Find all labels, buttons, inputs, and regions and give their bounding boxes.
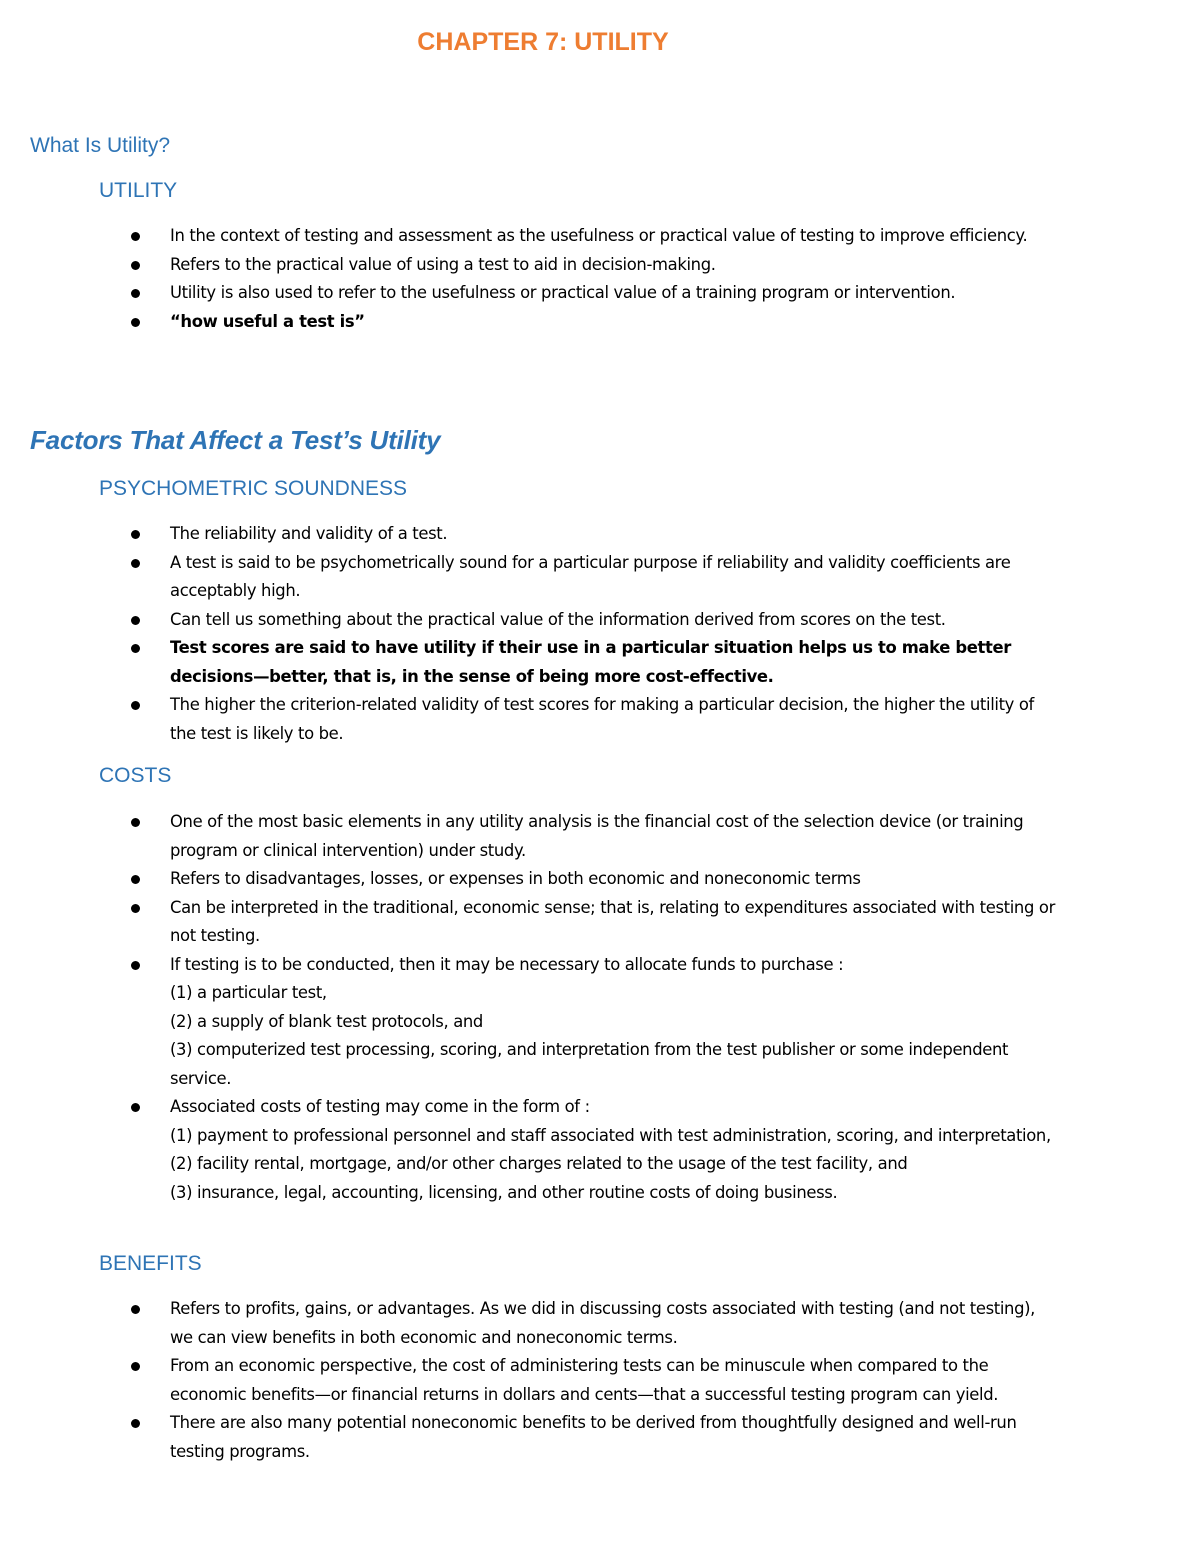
subsection-heading-benefits: BENEFITS	[99, 1252, 202, 1275]
costs-list	[130, 808, 1060, 1207]
sub-item: (1) payment to professional personnel and staff associated with test administration, scoring, and interpretation,	[170, 1125, 1051, 1145]
psychometric-soundness-list	[130, 520, 1060, 748]
utility-list	[130, 222, 1060, 336]
sub-item: (2) a supply of blank test protocols, and	[170, 1011, 483, 1031]
bullet-icon	[131, 644, 140, 653]
bullet-icon	[131, 818, 140, 827]
bullet-icon	[131, 232, 140, 241]
sub-item: (3) computerized test processing, scoring, and interpretation from the test publisher or some independent service.	[170, 1040, 1009, 1088]
list-item: The higher the criterion-related validity of test scores for making a particular decision, the higher the utility of the test is likely to be.	[130, 691, 1060, 748]
list-item: From an economic perspective, the cost of administering tests can be minuscule when compared to the economic benefits—or financial returns in dollars and cents—that a successful testing program can yield.	[130, 1352, 1060, 1409]
bullet-icon	[131, 616, 140, 625]
list-item: A test is said to be psychometrically sound for a particular purpose if reliability and validity coefficients are acceptably high.	[130, 549, 1060, 606]
list-item: One of the most basic elements in any utility analysis is the financial cost of the selection device (or training program or clinical intervention) under study.	[130, 808, 1060, 865]
bullet-icon	[131, 701, 140, 710]
list-item: Test scores are said to have utility if their use in a particular situation helps us to make better decisions—better, that is, in the sense of being more cost-effective.	[130, 634, 1060, 691]
subsection-heading-costs: COSTS	[99, 764, 172, 787]
list-item: The reliability and validity of a test.	[130, 520, 1060, 549]
sub-item: (3) insurance, legal, accounting, licensing, and other routine costs of doing business.	[170, 1182, 838, 1202]
list-item: Refers to the practical value of using a test to aid in decision-making.	[130, 251, 1060, 280]
list-item: Refers to disadvantages, losses, or expenses in both economic and noneconomic terms	[130, 865, 1060, 894]
list-item: Refers to profits, gains, or advantages. As we did in discussing costs associated with testing (and not testing), we can view benefits in both economic and noneconomic terms.	[130, 1295, 1060, 1352]
bullet-icon	[131, 1419, 140, 1428]
list-item: There are also many potential noneconomic benefits to be derived from thoughtfully designed and well-run testing programs.	[130, 1409, 1060, 1466]
chapter-title: CHAPTER 7: UTILITY	[417, 28, 669, 56]
section-heading-factors: Factors That Affect a Test’s Utility	[30, 425, 441, 455]
bullet-icon	[131, 318, 140, 327]
bullet-icon	[131, 1362, 140, 1371]
sub-item: (2) facility rental, mortgage, and/or other charges related to the usage of the test facility, and	[170, 1154, 908, 1173]
list-item: “how useful a test is”	[130, 308, 1060, 337]
bullet-icon	[131, 961, 140, 970]
subsection-heading-psychometric-soundness: PSYCHOMETRIC SOUNDNESS	[99, 477, 408, 500]
subsection-heading-utility: UTILITY	[99, 179, 178, 202]
list-item: Utility is also used to refer to the usefulness or practical value of a training program or intervention.	[130, 279, 1060, 308]
bullet-icon	[131, 530, 140, 539]
list-item: Can tell us something about the practical value of the information derived from scores on the test.	[130, 606, 1060, 635]
bullet-icon	[131, 904, 140, 913]
bullet-icon	[131, 559, 140, 568]
bullet-icon	[131, 261, 140, 270]
list-item: In the context of testing and assessment as the usefulness or practical value of testing to improve efficiency.	[130, 222, 1060, 251]
list-item: Associated costs of testing may come in the form of : (1) payment to professional personnel and staff associated with test administration, scoring, and interpretation, (2) facility rental, mortgage, and/or other charges related to the usage of the test facility, and (3) insurance, legal, accounting, licensing, and other routine costs of doing business.	[130, 1093, 1060, 1207]
bullet-icon	[131, 1305, 140, 1314]
list-item: If testing is to be conducted, then it may be necessary to allocate funds to purchase : (1) a particular test, (2) a supply of blank test protocols, and (3) computerized test processing, scoring, and interpretation from the test publisher or some independent service.	[130, 951, 1060, 1094]
bullet-icon	[131, 875, 140, 884]
benefits-list	[130, 1295, 1060, 1466]
bullet-icon	[131, 289, 140, 298]
list-item: Can be interpreted in the traditional, economic sense; that is, relating to expenditures associated with testing or not testing.	[130, 894, 1060, 951]
sub-item: (1) a particular test,	[170, 983, 327, 1002]
section-heading-what-is-utility: What Is Utility?	[30, 134, 171, 157]
bullet-icon	[131, 1103, 140, 1112]
